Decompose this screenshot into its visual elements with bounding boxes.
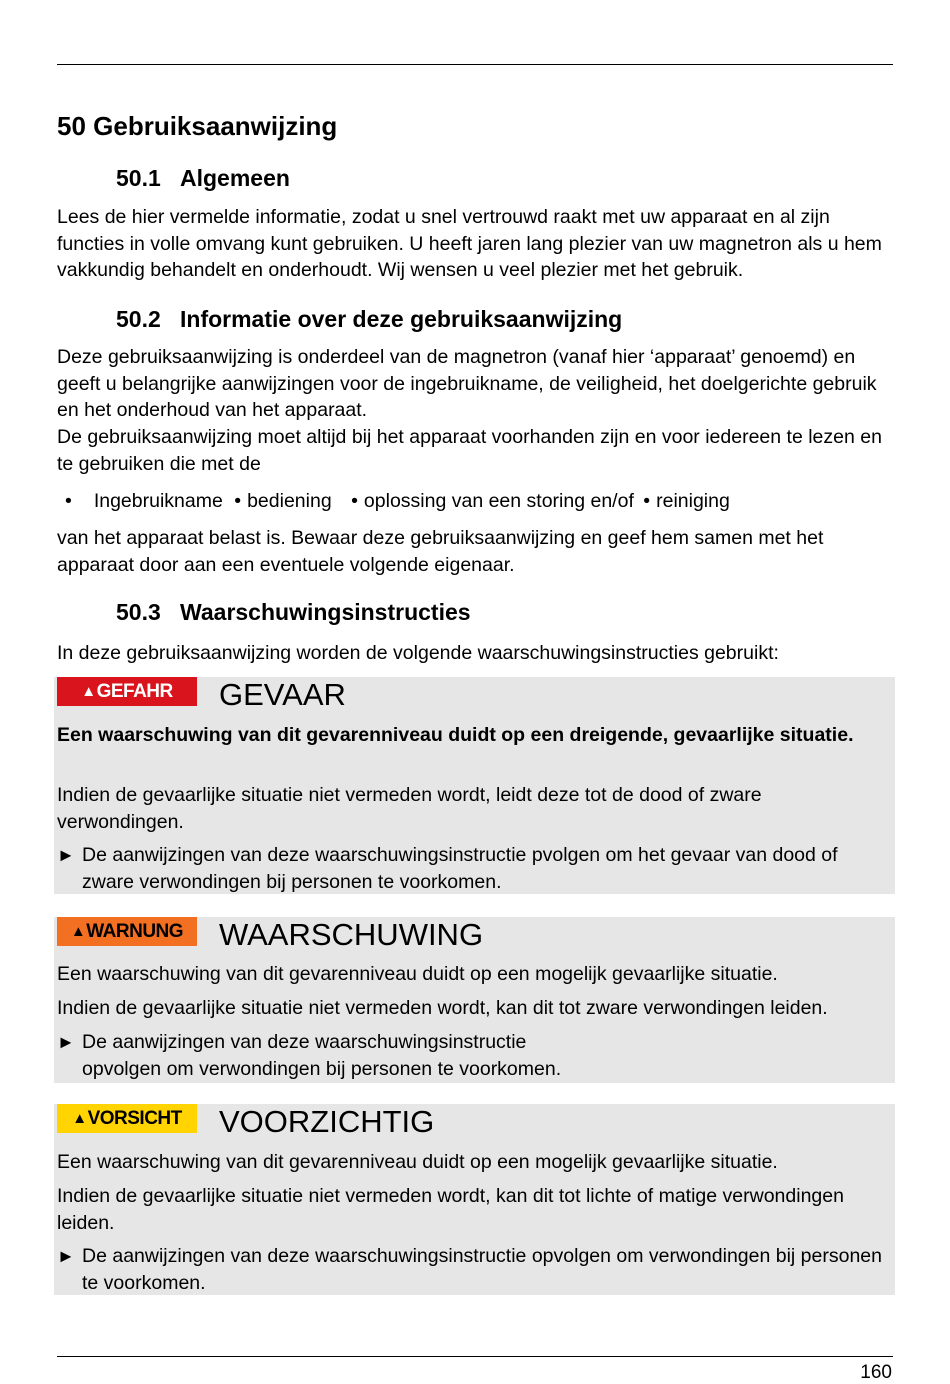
- warning-consequence: Indien de gevaarlijke situatie niet vermeden wordt, kan dit tot zware verwondingen leiden.: [57, 997, 828, 1019]
- section-title: Informatie over deze gebruiksaanwijzing: [180, 306, 623, 332]
- arrow-right-icon: ►: [57, 1032, 75, 1052]
- signal-word: WAARSCHUWING: [219, 917, 484, 952]
- warning-box-voorzichtig: [54, 1104, 895, 1295]
- bullet-icon: •: [234, 490, 242, 512]
- warning-consequence: Indien de gevaarlijke situatie niet vermeden wordt, leidt deze tot de dood of zware verwondingen.: [57, 784, 762, 833]
- signal-word: GEVAAR: [219, 677, 346, 712]
- arrow-right-icon: ►: [57, 1246, 75, 1266]
- warning-box-waarschuwing: [54, 917, 895, 1083]
- list-item: • reiniging: [643, 490, 730, 512]
- header-rule: [57, 64, 893, 65]
- section-text-info-3: van het apparaat belast is. Bewaar deze gebruiksaanwijzing en geef hem samen met het apparaat door aan een eventuele volgende eigenaar.: [57, 527, 824, 576]
- list-item: • oplossing van een storing en/of: [351, 490, 634, 512]
- warning-action: ► De aanwijzingen van deze waarschuwingsinstructie pvolgen om het gevaar van dood of zware verwondingen bij personen te voorkomen.: [57, 844, 838, 893]
- section-text-info-2: De gebruiksaanwijzing moet altijd bij het apparaat voorhanden zijn en voor iedereen te lezen en te gebruiken die met de: [57, 426, 882, 475]
- warning-box-gevaar: [54, 677, 895, 894]
- warning-action: ► De aanwijzingen van deze waarschuwingsinstructie opvolgen om verwondingen bij personen te voorkomen.: [57, 1245, 882, 1294]
- section-text-intro: In deze gebruiksaanwijzing worden de volgende waarschuwingsinstructies gebruikt:: [57, 642, 779, 664]
- list-item: • bediening: [234, 490, 332, 512]
- section-heading-50-2: [116, 306, 622, 333]
- section-number: 50.2: [116, 306, 161, 332]
- bullet-list: [57, 488, 730, 514]
- section-number: 50.1: [116, 165, 161, 191]
- warning-triangle-icon: ▲: [81, 683, 96, 700]
- section-text-algemeen: Lees de hier vermelde informatie, zodat u snel vertrouwd raakt met uw apparaat en al zijn functies in volle omvang kunt gebruiken. U heeft jaren lang plezier van uw magnetron als u hem vakkundig behandelt en onderhoudt. Wij wensen u veel plezier met het gebruik.: [57, 206, 882, 281]
- warning-triangle-icon: ▲: [70, 923, 86, 940]
- list-item: • Ingebruikname: [65, 490, 223, 512]
- page-number: 160: [860, 1362, 892, 1383]
- bullet-icon: •: [351, 490, 358, 512]
- arrow-right-icon: ►: [57, 845, 75, 865]
- section-heading-50-3: [116, 599, 471, 626]
- hazard-badge: ▲ GEFAHR: [57, 677, 197, 706]
- bullet-icon: •: [65, 490, 72, 512]
- section-title: Waarschuwingsinstructies: [180, 599, 471, 625]
- warning-action: ► De aanwijzingen van deze waarschuwingsinstructie opvolgen om verwondingen bij personen te voorkomen.: [57, 1031, 562, 1080]
- warning-consequence: Indien de gevaarlijke situatie niet vermeden wordt, kan dit tot lichte of matige verwondingen leiden.: [57, 1185, 844, 1234]
- warning-definition: Een waarschuwing van dit gevarenniveau duidt op een mogelijk gevaarlijke situatie.: [57, 1151, 778, 1173]
- warning-definition: Een waarschuwing van dit gevarenniveau duidt op een dreigende, gevaarlijke situatie.: [57, 724, 854, 746]
- footer-rule: [57, 1356, 893, 1357]
- hazard-badge: ▲ WARNUNG: [57, 917, 197, 946]
- bullet-icon: •: [643, 490, 651, 512]
- warning-triangle-icon: ▲: [72, 1110, 87, 1127]
- warning-definition: Een waarschuwing van dit gevarenniveau duidt op een mogelijk gevaarlijke situatie.: [57, 963, 778, 985]
- signal-word: VOORZICHTIG: [219, 1104, 435, 1139]
- section-number: 50.3: [116, 599, 161, 625]
- section-title: Algemeen: [180, 165, 290, 191]
- section-heading-50-1: [116, 165, 290, 192]
- section-text-info-1: Deze gebruiksaanwijzing is onderdeel van de magnetron (vanaf hier ‘apparaat’ genoemd) en geeft u belangrijke aanwijzingen voor de ingebruikname, de veiligheid, het doelgerichte gebruik en het onderhoud van het apparaat.: [57, 346, 877, 421]
- hazard-badge: ▲ VORSICHT: [57, 1104, 197, 1133]
- chapter-heading: 50 Gebruiksaanwijzing: [57, 111, 338, 141]
